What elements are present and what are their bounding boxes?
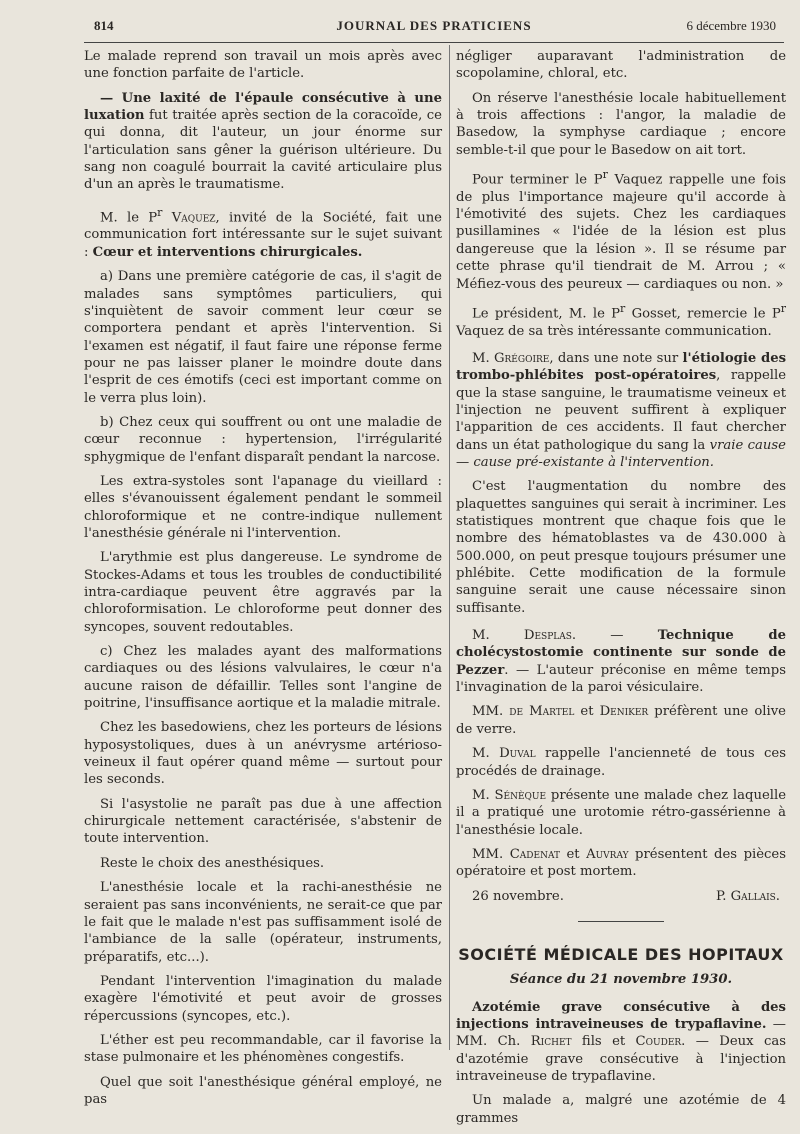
section-title: SOCIÉTÉ MÉDICALE DES HOPITAUX	[458, 944, 784, 964]
paragraph: L'arythmie est plus dangereuse. Le syndrome de Stockes-Adams et tous les troubles de conductibilité intra-cardiaque peuvent être aggravés par la chloroformisation. Le chloroforme peut donner des syncopes, souvent redoutables.	[84, 550, 442, 635]
signature-line	[456, 888, 786, 905]
author-name: Grégoire	[494, 350, 550, 366]
paragraph: Les extra-systoles sont l'apanage du vieillard : elles s'évanouissent également pendant le sommeil chloroformique et ne contre-indique nullement l'anesthésie générale ni l'intervention.	[84, 473, 442, 541]
paragraph: M. Duval rappelle l'ancienneté de tous ces procédés de drainage.	[456, 746, 786, 779]
paragraph: Reste le choix des anesthésiques.	[100, 855, 325, 871]
paragraph: b) Chez ceux qui souffrent ou ont une maladie de cœur reconnue : hypertension, l'irrégularité sphygmique de l'enfant disparaît pendant la narcose.	[84, 414, 442, 465]
paragraph: Pour terminer le $P^r$ Vaquez rappelle une fois de plus l'importance majeure qu'il accorde à l'émotivité des sujets. Chez les cardiaques pusillamines « l'idée de la lésion est plus dangereuse que la lésion ». Il se résume par cette phrase qu'il tiendrait de M. Arrou ; « Méfiez-vous des peureux — cardiaques ou non. »	[456, 168, 786, 292]
author-name: Richet	[530, 1034, 572, 1050]
topic-heading: Technique de cholécystostomie continente sur sonde de Pezzer	[456, 628, 787, 678]
column-divider	[449, 45, 450, 1050]
paragraph: MM. de Martel et Deniker préfèrent une olive de verre.	[456, 704, 786, 737]
paragraph: C'est l'augmentation du nombre des plaquettes sanguines qui serait à incriminer. Les statistiques montrent que chaque fois que le nombre des hématoblastes va de 430.000 à 500.000, on peut presque toujours présumer une phlébite. Cette modification de la formule sanguine serait une cause nécessaire sinon suffisante.	[456, 479, 786, 616]
section-rule	[578, 921, 664, 922]
author-name: Couder	[635, 1034, 682, 1050]
paragraph: a) Dans une première catégorie de cas, il s'agit de malades sans symptômes particuliers, qui s'inquiètent de savoir comment leur cœur se comportera pendant et après l'intervention. Si l'examen est négatif, il faut faire une réponse ferme pour ne pas laisser planer le moindre doute dans l'esprit de ces émotifs (ceci est important comme on le verra plus loin).	[84, 269, 442, 406]
paragraph: — Une laxité de l'épaule consécutive à une luxation fut traitée après section de la coracoïde, ce qui donna, dit l'auteur, un jour énorme sur l'articulation sans gêner la guérison ultérieure. Du sang non coagulé bourrait la cavité articulaire plus d'un an après le traumatisme.	[84, 90, 442, 193]
topic-heading: l'étiologie des trombo-phlébites post-opératoires	[456, 350, 787, 384]
author-name: de Martel	[509, 704, 575, 720]
author-name: Cadenat	[509, 846, 560, 862]
page-number: 814	[94, 18, 114, 33]
author-name: Vaquez	[171, 210, 216, 226]
paragraph: L'éther est peu recommandable, car il favorise la stase pulmonaire et les phénomènes congestifs.	[84, 1032, 442, 1066]
journal-title: JOURNAL DES PRATICIENS	[336, 18, 532, 33]
paragraph: c) Chez les malades ayant des malformations cardiaques ou des lésions valvulaires, le cœur n'a aucune raison de défaillir. Telles sont l'angine de poitrine, l'insuffisance aortique et la maladie mitrale.	[84, 644, 442, 712]
paragraph: Le malade reprend son travail un mois après avec une fonction parfaite de l'article.	[84, 49, 442, 82]
header-rule	[84, 42, 784, 43]
paragraph: M. Desplas. — Technique de cholécystostomie continente sur sonde de Pezzer. — L'auteur préconise en même temps l'invagination de la paroi vésiculaire.	[456, 628, 787, 696]
page-header	[84, 14, 784, 36]
author-name: Auvray	[586, 846, 629, 862]
issue-date: 6 décembre 1930	[686, 18, 776, 33]
signature-author: P. Gallais.	[716, 888, 780, 904]
author-name: Desplas	[523, 628, 572, 644]
left-column	[84, 48, 442, 1115]
paragraph: MM. Cadenat et Auvray présentent des pièces opératoire et post mortem.	[456, 846, 786, 880]
paragraph: Si l'asystolie ne paraît pas due à une affection chirurgicale nettement caractérisée, s'abstenir de toute intervention.	[84, 796, 442, 847]
paragraph: négliger auparavant l'administration de scopolamine, chloral, etc.	[456, 49, 786, 82]
author-name: Deniker	[599, 704, 649, 720]
paragraph: M. Grégoire, dans une note sur l'étiologie des trombo-phlébites post-opératoires, rappelle que la stase sanguine, le traumatisme veineux et l'injection ne peuvent suffirent à expliquer l'apparition de ces accidents. Il faut chercher dans un état pathologique du sang la vraie cause — cause pré-existante à l'intervention.	[456, 350, 787, 470]
paragraph: Quel que soit l'anesthésique général employé, ne pas	[84, 1074, 442, 1107]
paragraph: On réserve l'anesthésie locale habituellement à trois affections : l'angor, la maladie de Basedow, la symphyse cardiaque ; encore semble-t-il que pour le Basedow on ait tort.	[456, 90, 786, 158]
topic-heading: — Une laxité de l'épaule consécutive à une luxation	[84, 90, 442, 124]
paragraph: M. le $P^r$ Vaquez, invité de la Société, fait une communication fort intéressante sur le sujet suivant : Cœur et interventions chirurgicales.	[84, 205, 442, 260]
topic-heading: Cœur et interventions chirurgicales.	[92, 244, 363, 260]
paragraph: Le président, M. le $P^r$ Gosset, remercie le $P^r$ Vaquez de sa très intéressante communication.	[456, 301, 786, 339]
paragraph: Azotémie grave consécutive à des injections intraveineuses de trypaflavine. — MM. Ch. Richet fils et Couder. — Deux cas d'azotémie grave consécutive à l'injection intraveineuse de trypaflavine.	[456, 999, 787, 1084]
signature-date: 26 novembre.	[472, 888, 564, 904]
right-column	[456, 48, 786, 1134]
paragraph: Chez les basedowiens, chez les porteurs de lésions hyposystoliques, dues à un anévrysme artérioso-veineux il faut opérer quand même — surtout pour les seconds.	[84, 720, 442, 788]
paragraph: M. Sénèque présente une malade chez laquelle il a pratiqué une urotomie rétro-gassérienne à l'anesthésie locale.	[456, 787, 786, 838]
session-date: Séance du 21 novembre 1930.	[509, 972, 733, 988]
paragraph: L'anesthésie locale et la rachi-anesthésie ne seraient pas sans inconvénients, ne serait-ce que par le fait que le malade n'est pas suffisamment isolé de l'ambiance de la salle (opérateur, instruments, préparatifs, etc...).	[84, 880, 442, 965]
author-name: Duval	[499, 746, 536, 762]
paragraph: Un malade a, malgré une azotémie de 4 grammes	[456, 1093, 786, 1126]
paragraph: Pendant l'intervention l'imagination du malade exagère l'émotivité et peut avoir de grosses répercussions (syncopes, etc.).	[84, 973, 442, 1024]
author-name: Sénèque	[494, 787, 547, 803]
topic-heading: Azotémie grave consécutive à des injections intraveineuses de trypaflavine.	[456, 999, 786, 1032]
